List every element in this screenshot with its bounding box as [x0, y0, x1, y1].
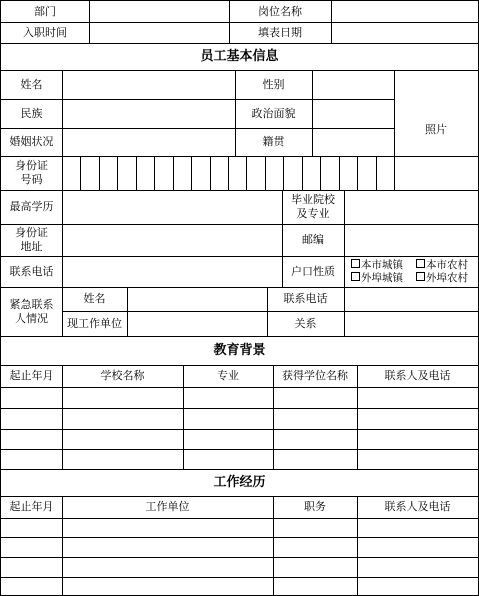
fill-date-field[interactable]	[331, 22, 478, 43]
table-row[interactable]	[1, 429, 478, 449]
hukou-label: 户口性质	[291, 264, 335, 278]
emergency-employer-field[interactable]	[127, 311, 267, 336]
edu-col-contact: 联系人及电话	[384, 369, 451, 382]
school-major-label	[282, 190, 344, 224]
political-status-label: 政治面貌	[251, 106, 296, 120]
education-level-field[interactable]	[62, 190, 282, 224]
table-row[interactable]	[1, 518, 478, 537]
table-row[interactable]	[1, 408, 478, 429]
edu-col-degree: 获得学位名称	[282, 369, 348, 382]
ethnicity-label: 民族	[20, 106, 43, 120]
emergency-phone-label: 联系电话	[283, 292, 328, 305]
basic-info-title: 员工基本信息	[200, 48, 279, 64]
name-field[interactable]	[62, 70, 235, 99]
hukou-option-city-rural[interactable]: 本市农村	[416, 259, 468, 271]
checkbox-icon	[416, 272, 425, 281]
emergency-contact-label	[1, 287, 62, 336]
department-field[interactable]	[89, 1, 229, 22]
phone-field[interactable]	[62, 256, 282, 287]
hire-date-label: 入职时间	[23, 25, 67, 39]
emergency-employer-label: 现工作单位	[67, 316, 122, 330]
table-row[interactable]	[1, 537, 478, 557]
native-place-label: 籍贯	[262, 135, 285, 148]
ethnicity-field[interactable]	[62, 99, 235, 128]
political-status-field[interactable]	[312, 99, 394, 128]
checkbox-icon	[416, 259, 425, 268]
edu-col-school: 学校名称	[100, 369, 145, 382]
position-field[interactable]	[331, 1, 478, 22]
marital-status-label: 婚姻状况	[9, 135, 54, 148]
table-row[interactable]	[1, 577, 478, 595]
position-label: 岗位名称	[258, 4, 302, 18]
work-col-contact: 联系人及电话	[384, 500, 451, 513]
work-title: 工作经历	[213, 474, 266, 490]
emergency-relation-label: 关系	[294, 316, 317, 330]
education-title: 教育背景	[213, 342, 266, 358]
id-number-digit-boxes[interactable]	[62, 156, 394, 190]
edu-col-period: 起止年月	[9, 369, 54, 382]
table-row[interactable]	[1, 449, 478, 469]
work-col-employer: 工作单位	[145, 500, 190, 513]
table-row[interactable]	[1, 387, 478, 408]
table-row[interactable]	[1, 557, 478, 577]
school-major-label-line2: 及专业	[296, 207, 330, 220]
checkbox-icon	[351, 272, 360, 281]
photo-slot[interactable]: 照片	[425, 123, 447, 136]
id-address-label-line2: 地址	[20, 240, 43, 253]
phone-label: 联系电话	[9, 264, 54, 278]
id-number-label	[1, 156, 62, 190]
school-major-field[interactable]	[344, 190, 478, 224]
gender-field[interactable]	[312, 70, 394, 99]
native-place-field[interactable]	[312, 128, 394, 156]
emergency-relation-field[interactable]	[344, 311, 478, 336]
emergency-name-label: 姓名	[83, 292, 106, 305]
hukou-option-city-urban[interactable]: 本市城镇	[351, 259, 403, 271]
hire-date-field[interactable]	[89, 22, 229, 43]
gender-label: 性别	[262, 77, 285, 91]
id-address-field[interactable]	[62, 224, 282, 256]
marital-status-field[interactable]	[62, 128, 235, 156]
emergency-contact-label-line1: 紧急联系	[9, 297, 54, 311]
id-address-label-line1: 身份证	[15, 226, 48, 239]
school-major-label-line1: 毕业院校	[291, 193, 335, 206]
id-number-label-line1: 身份证	[15, 159, 48, 172]
edu-col-major: 专业	[217, 369, 239, 382]
education-level-label: 最高学历	[9, 200, 54, 213]
emergency-phone-field[interactable]	[344, 287, 478, 311]
postcode-field[interactable]	[344, 224, 478, 256]
fill-date-label: 填表日期	[258, 25, 302, 39]
id-address-label	[1, 224, 62, 256]
work-col-title: 职务	[304, 500, 326, 513]
department-label: 部门	[34, 4, 56, 18]
postcode-label: 邮编	[302, 233, 324, 246]
hukou-option-outside-rural[interactable]: 外埠农村	[416, 272, 468, 284]
id-number-label-line2: 号码	[20, 173, 43, 186]
work-col-period: 起止年月	[9, 500, 54, 513]
checkbox-icon	[351, 259, 360, 268]
emergency-name-field[interactable]	[127, 287, 267, 311]
name-label: 姓名	[20, 77, 43, 91]
hukou-option-outside-urban[interactable]: 外埠城镇	[351, 272, 403, 284]
emergency-contact-label-line2: 人情况	[15, 311, 48, 325]
